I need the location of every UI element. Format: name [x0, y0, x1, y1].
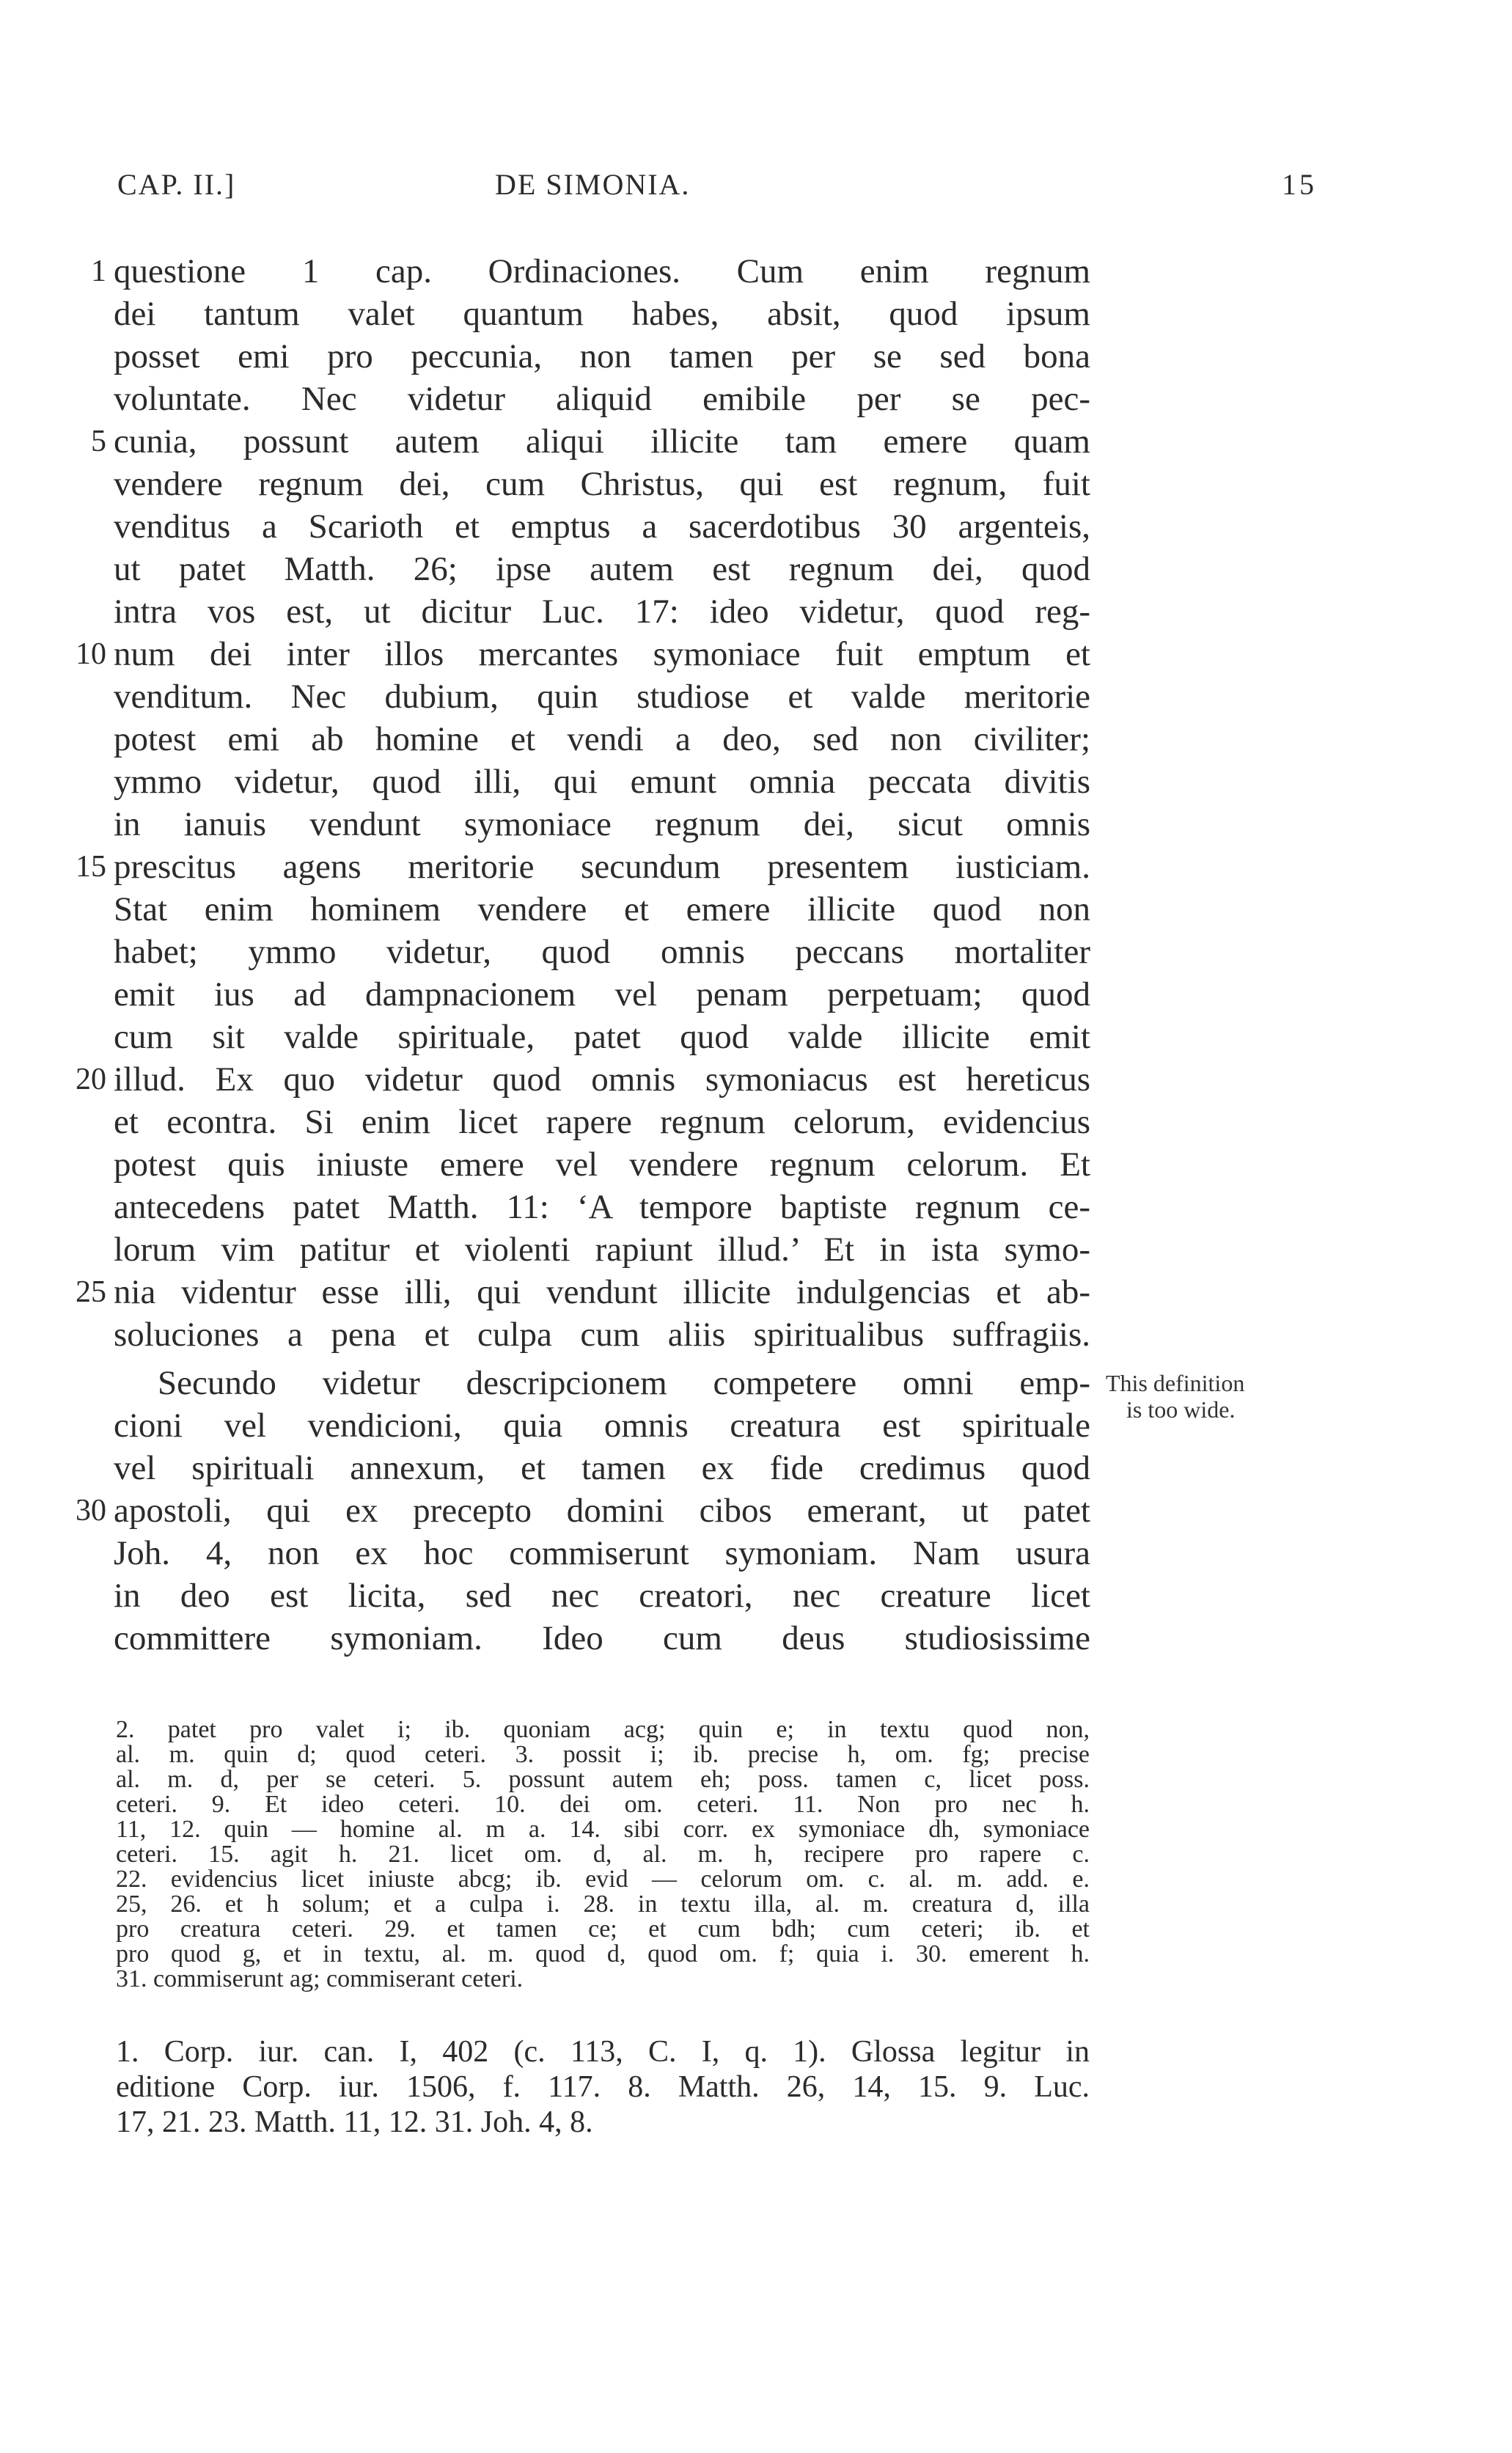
apparatus-line: 22. evidencius licet iniuste abcg; ib. evid — celorum om. c. al. m. add. e.	[116, 1866, 1090, 1893]
apparatus-line: pro quod g, et in textu, al. m. quod d, quod om. f; quia i. 30. emerent h.	[116, 1940, 1090, 1968]
running-head-chapter: CAP. II.]	[117, 168, 236, 201]
text-line: in ianuis vendunt symoniace regnum dei, sicut omnis	[114, 805, 1090, 843]
line-number: 10	[76, 637, 106, 671]
apparatus-line: 31. commiserunt ag; commiserant ceteri.	[116, 1965, 524, 1992]
text-line: num dei inter illos mercantes symoniace fuit emptum et	[114, 635, 1090, 673]
line-number: 30	[76, 1494, 106, 1528]
text-line: potest emi ab homine et vendi a deo, sed non civiliter;	[114, 720, 1090, 758]
text-line: illud. Ex quo videtur quod omnis symoniacus est hereticus	[114, 1060, 1090, 1099]
text-line: in deo est licita, sed nec creatori, nec creature licet	[114, 1577, 1090, 1615]
apparatus-line: ceteri. 15. agit h. 21. licet om. d, al. m. h, recipere pro rapere c.	[116, 1841, 1090, 1868]
text-line: questione 1 cap. Ordinaciones. Cum enim regnum	[114, 252, 1090, 290]
text-line: lorum vim patitur et violenti rapiunt illud.’ Et in ista symo-	[114, 1231, 1090, 1269]
text-line: cum sit valde spirituale, patet quod valde illicite emit	[114, 1018, 1090, 1056]
reference-line: editione Corp. iur. 1506, f. 117. 8. Matth. 26, 14, 15. 9. Luc.	[116, 2070, 1090, 2104]
text-line: cunia, possunt autem aliqui illicite tam emere quam	[114, 422, 1090, 461]
marginal-note-line: is too wide.	[1126, 1396, 1236, 1423]
apparatus-line: 11, 12. quin — homine al. m a. 14. sibi corr. ex symoniace dh, symoniace	[116, 1816, 1090, 1843]
text-line: potest quis iniuste emere vel vendere regnum celorum. Et	[114, 1145, 1090, 1184]
marginal-note	[1106, 1370, 1244, 1423]
line-number: 1	[91, 254, 106, 288]
text-line: committere symoniam. Ideo cum deus studiosissime	[114, 1619, 1090, 1657]
text-line: cioni vel vendicioni, quia omnis creatura est spirituale	[114, 1407, 1090, 1445]
line-number: 15	[76, 850, 106, 884]
line-number: 5	[91, 425, 106, 458]
text-line: Joh. 4, non ex hoc commiserunt symoniam. Nam usura	[114, 1534, 1090, 1572]
apparatus-line: 25, 26. et h solum; et a culpa i. 28. in textu illa, al. m. creatura d, illa	[116, 1891, 1090, 1918]
page-number: 15	[1282, 168, 1317, 201]
apparatus-line: 2. patet pro valet i; ib. quoniam acg; quin e; in textu quod non,	[116, 1716, 1090, 1743]
reference-line: 1. Corp. iur. can. I, 402 (c. 113, C. I, q. 1). Glossa legitur in	[116, 2035, 1090, 2069]
text-line: Secundo videtur descripcionem competere omni emp-	[158, 1364, 1090, 1402]
text-line: vendere regnum dei, cum Christus, qui est regnum, fuit	[114, 465, 1090, 503]
text-line: intra vos est, ut dicitur Luc. 17: ideo videtur, quod reg-	[114, 593, 1090, 631]
text-line: prescitus agens meritorie secundum presentem iusticiam.	[114, 848, 1090, 886]
text-line: venditum. Nec dubium, quin studiose et valde meritorie	[114, 678, 1090, 716]
apparatus-line: al. m. d, per se ceteri. 5. possunt autem eh; poss. tamen c, licet poss.	[116, 1766, 1090, 1793]
reference-line: 17, 21. 23. Matth. 11, 12. 31. Joh. 4, 8.	[116, 2105, 593, 2139]
text-line: ymmo videtur, quod illi, qui emunt omnia peccata divitis	[114, 763, 1090, 801]
apparatus-line: pro creatura ceteri. 29. et tamen ce; et cum bdh; cum ceteri; ib. et	[116, 1915, 1090, 1943]
text-line: Stat enim hominem vendere et emere illicite quod non	[114, 890, 1090, 928]
marginal-note-line: This definition	[1106, 1370, 1245, 1396]
apparatus-line: ceteri. 9. Et ideo ceteri. 10. dei om. ceteri. 11. Non pro nec h.	[116, 1791, 1090, 1818]
text-line: emit ius ad dampnacionem vel penam perpetuam; quod	[114, 975, 1090, 1013]
text-line: ut patet Matth. 26; ipse autem est regnum dei, quod	[114, 550, 1090, 588]
text-line: antecedens patet Matth. 11: ‘A tempore baptiste regnum ce-	[114, 1188, 1090, 1226]
line-number: 20	[76, 1063, 106, 1096]
text-line: dei tantum valet quantum habes, absit, quod ipsum	[114, 295, 1090, 333]
apparatus-line: al. m. quin d; quod ceteri. 3. possit i; ib. precise h, om. fg; precise	[116, 1741, 1090, 1768]
text-line: habet; ymmo videtur, quod omnis peccans mortaliter	[114, 933, 1090, 971]
text-line: vel spirituali annexum, et tamen ex fide credimus quod	[114, 1449, 1090, 1487]
text-line: posset emi pro peccunia, non tamen per se sed bona	[114, 337, 1090, 375]
text-line: soluciones a pena et culpa cum aliis spiritualibus suffragiis.	[114, 1316, 1090, 1354]
text-line: nia videntur esse illi, qui vendunt illicite indulgencias et ab-	[114, 1273, 1090, 1311]
text-line: venditus a Scarioth et emptus a sacerdotibus 30 argenteis,	[114, 507, 1090, 546]
text-line: voluntate. Nec videtur aliquid emibile per se pec-	[114, 380, 1090, 418]
running-head-title: DE SIMONIA.	[495, 168, 691, 201]
text-line: apostoli, qui ex precepto domini cibos emerant, ut patet	[114, 1492, 1090, 1530]
line-number: 25	[76, 1275, 106, 1309]
text-line: et econtra. Si enim licet rapere regnum celorum, evidencius	[114, 1103, 1090, 1141]
